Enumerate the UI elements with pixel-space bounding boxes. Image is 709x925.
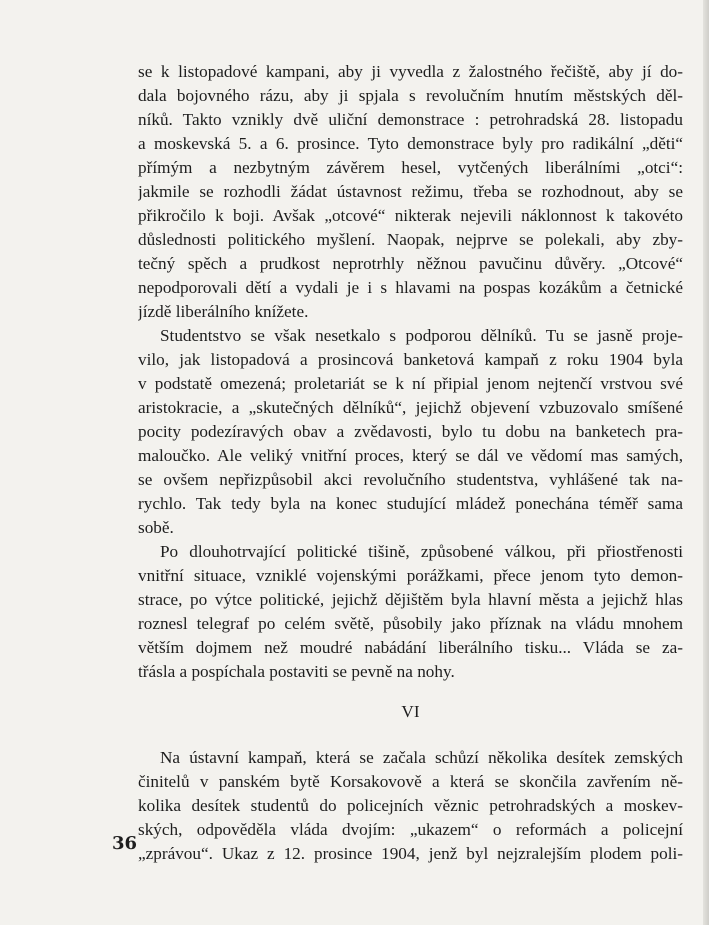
body-text: [138, 60, 683, 866]
text-line: kolika desítek studentů do policejních věznic petrohradských a moskev-: [138, 796, 683, 815]
text-line: Po dlouhotrvající politické tišině, způsobené válkou, při přiostřenosti: [160, 542, 683, 561]
text-line: „zprávou“. Ukaz z 12. prosince 1904, jenž byl nejzralejším plodem poli-: [138, 844, 683, 863]
text-line: přímým a nezbytným závěrem hesel, vytčených liberálními „otci“:: [138, 158, 683, 177]
text-line: nepodporovali dětí a vydali je i s hlavami na pospas kozákům a četnické: [138, 278, 683, 297]
text-line: roznesl telegraf po celém světě, působily jako příznak na vládu mnohem: [138, 614, 683, 633]
text-line: větším dojmem než moudré nabádání liberálního tisku... Vláda se za-: [138, 638, 683, 657]
page-number: 36: [112, 833, 138, 854]
text-line: pocity podezíravých obav a zvědavosti, bylo tu dobu na banketech pra-: [138, 422, 683, 441]
paragraph-1: [138, 60, 683, 324]
text-line: Na ústavní kampaň, která se začala schůzí několika desítek zemských: [160, 748, 683, 767]
text-line: a moskevská 5. a 6. prosince. Tyto demonstrace byly pro radikální „děti“: [138, 134, 683, 153]
paragraph-3: [138, 540, 683, 684]
text-line: se k listopadové kampani, aby ji vyvedla z žalostného řečiště, aby jí do-: [138, 62, 683, 81]
text-line: sobě.: [138, 518, 174, 537]
text-line: důslednosti politického myšlení. Naopak, nejprve se polekali, aby zby-: [138, 230, 683, 249]
text-line: se ovšem nepřizpůsobil akci revolučního studentstva, vyhlášené tak na-: [138, 470, 683, 489]
text-line: třásla a pospíchala postaviti se pevně na nohy.: [138, 662, 455, 681]
text-line: jakmile se rozhodli žádat ústavnost režimu, třeba se rozhodnout, aby se: [138, 182, 683, 201]
text-line: dala bojovného rázu, aby ji spjala s revolučním hnutím městských děl-: [138, 86, 683, 105]
page-edge: [703, 0, 709, 925]
text-line: Studentstvo se však nesetkalo s podporou dělníků. Tu se jasně proje-: [160, 326, 683, 345]
paragraph-2: [138, 324, 683, 540]
text-line: tečný spěch a prudkost neprotrhly něžnou pavučinu důvěry. „Otcové“: [138, 254, 683, 273]
text-line: vilo, jak listopadová a prosincová banketová kampaň z roku 1904 byla: [138, 350, 683, 369]
text-line: rychlo. Tak tedy byla na konec studující mládež ponechána téměř sama: [138, 494, 683, 513]
text-line: níků. Takto vznikly dvě uliční demonstrace : petrohradská 28. listopadu: [138, 110, 683, 129]
text-line: činitelů v panském bytě Korsakovově a která se skončila zavřením ně-: [138, 772, 683, 791]
text-line: aristokracie, a „skutečných dělníků“, jejichž objevení vzbuzovalo smíšené: [138, 398, 683, 417]
text-line: v podstatě omezená; proletariát se k ní připial jenom nejtenčí vrstvou své: [138, 374, 683, 393]
section-paragraph: [138, 746, 683, 866]
text-line: maloučko. Ale veliký vnitřní proces, který se dál ve vědomí mas samých,: [138, 446, 683, 465]
text-line: strace, po výtce politické, jejichž dějištěm byla hlavní města a jejichž hlas: [138, 590, 683, 609]
text-line: ských, odpověděla vláda dvojím: „ukazem“ o reformách a policejní: [138, 820, 683, 839]
section-heading: VI: [401, 702, 420, 721]
text-line: vnitřní situace, vzniklé vojenskými porážkami, přece jenom tyto demon-: [138, 566, 683, 585]
text-line: jízdě liberálního knížete.: [138, 302, 309, 321]
text-line: přikročilo k boji. Avšak „otcové“ nikterak nejevili náklonnost k takovéto: [138, 206, 683, 225]
